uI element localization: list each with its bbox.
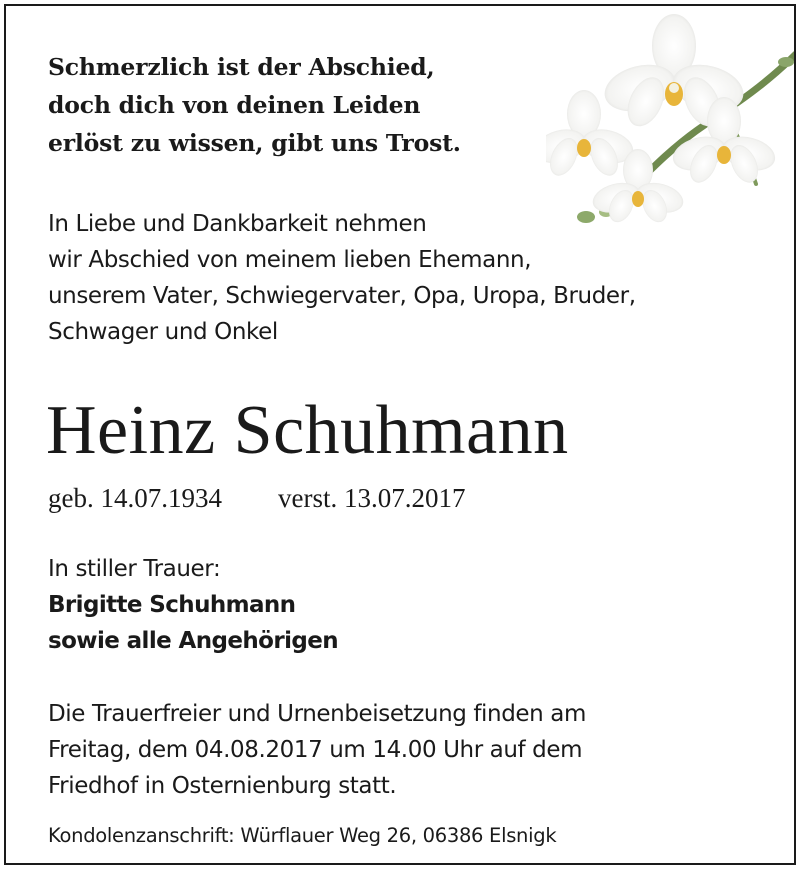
funeral-service-info <box>48 696 586 804</box>
consolation-verse <box>48 48 461 162</box>
deceased-name: Heinz Schuhmann <box>46 392 569 469</box>
mourner-name: sowie alle Angehörigen <box>48 628 339 654</box>
intro-line: unserem Vater, Schwiegervater, Opa, Uropa, Bruder, <box>48 283 636 309</box>
farewell-intro <box>48 206 636 350</box>
death-date: verst. 13.07.2017 <box>277 483 466 513</box>
mourners-block <box>48 551 338 659</box>
service-line: Freitag, dem 04.08.2017 um 14.00 Uhr auf dem <box>48 737 583 763</box>
obituary-notice <box>4 4 796 865</box>
service-line: Die Trauerfreier und Urnenbeisetzung finden am <box>48 701 586 727</box>
life-dates <box>48 480 465 516</box>
mourner-name: Brigitte Schuhmann <box>48 592 296 618</box>
intro-line: wir Abschied von meinem lieben Ehemann, <box>48 247 532 273</box>
verse-line: Schmerzlich ist der Abschied, <box>48 53 435 81</box>
intro-line: In Liebe und Dankbarkeit nehmen <box>48 211 427 237</box>
birth-date: geb. 14.07.1934 <box>48 483 222 513</box>
service-line: Friedhof in Osternienburg statt. <box>48 773 397 799</box>
mourners-heading: In stiller Trauer: <box>48 556 221 582</box>
condolence-address: Kondolenzanschrift: Würflauer Weg 26, 06386 Elsnigk <box>48 824 557 847</box>
verse-line: doch dich von deinen Leiden <box>48 91 421 119</box>
verse-line: erlöst zu wissen, gibt uns Trost. <box>48 129 461 157</box>
intro-line: Schwager und Onkel <box>48 319 278 345</box>
